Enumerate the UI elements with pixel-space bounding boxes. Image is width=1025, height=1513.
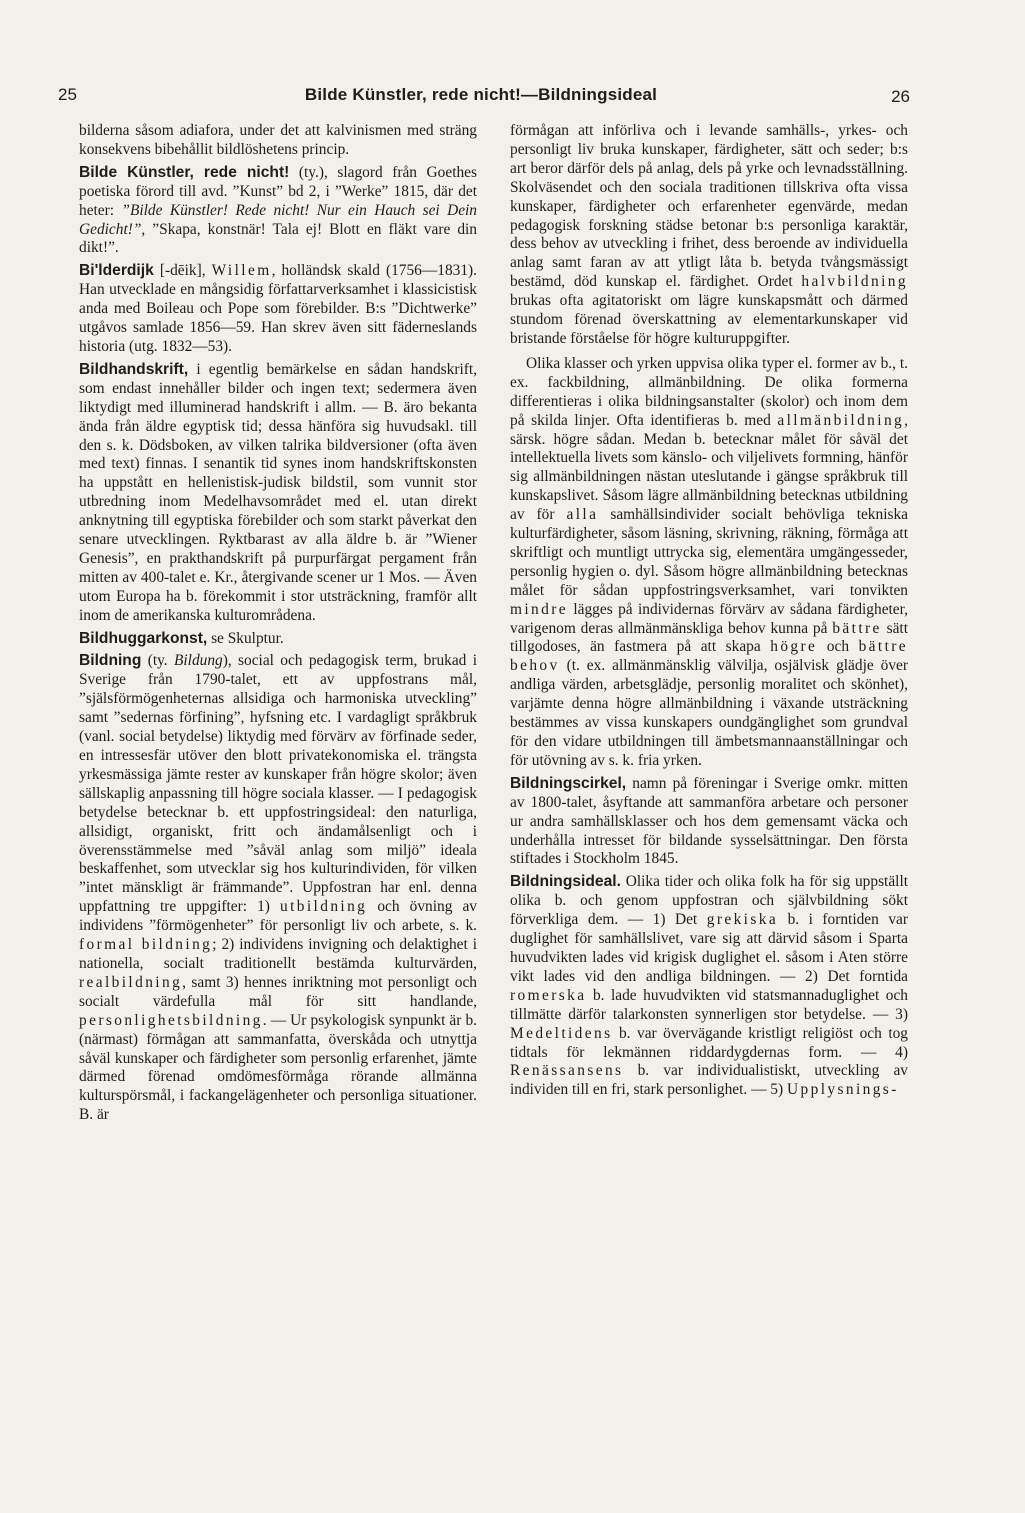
entry-bildningscirkel: Bildningscirkel, namn på föreningar i Sverige omkr. mitten av 1800-talet, åsyftande att sammanföra arbetare och personer ur andra samhällsklasser och hos dem gemensamt väcka och underhålla intresset för bildande sysselsättningar. Den första stiftades i Stockholm 1845. — [510, 774, 908, 868]
spaced-term: bättre — [832, 619, 882, 637]
spaced-term: grekiska — [706, 911, 779, 929]
entry-bildning: Bildning (ty. Bildung), social och pedagogisk term, brukad i Sverige från 1790-talet, ett av uppfostrans mål, ”själsförmögenheternas allsidiga och harmoniska utveckling” samt ”sedernas förfining”, hyfsning etc. I vardagligt språkbruk (vanl. social betydelse) liktydig med förvärv av förfinade seder, en intressesfär utöver den blott privatekonomiska el. trängsta yrkesmässiga jämte rester av kunskaper från högre skolor; även sällskaplig anpassning till högre sociala klasser. — I pedagogisk betydelse betecknar b. ett uppfostringsideal: den naturliga, allsidigt, organiskt, fritt och ändamålsenligt och i överensstämmelse med ”såväl anlag som miljö” ideala beskaffenhet, som utvecklar sig hos kulturindividen, för vilken ”intet mänskligt är främmande”. Uppfostran har enl. denna uppfattning tre uppgifter: 1) utbildning och övning av individens ”förmögenheter” för personligt liv och arbete, s. k. formal bildning; 2) individens invigning och delaktighet i nationella, socialt traditionellt bestämda kulturvärden, realbildning, samt 3) hennes inriktning mot personligt och socialt värdefulla mål för sitt handlande, personlighetsbildning. — Ur psykologisk synpunkt är b. (närmast) förmågan att sammanfatta, överskåda och utnyttja såväl kunskaper och färdigheter som personlig erfarenhet, jämte därmed förenad omdömesförmåga rörande allmänna kulturspörsmål, i fackangelägenheter och personliga situationer. B. är — [79, 652, 478, 1124]
continuation-paragraph: bilderna såsom adiafora, under det att kalvinismen med sträng konsekvens bibehållit bildlöshetens princip. — [79, 122, 477, 158]
entry-bildhandskrift: Bildhandskrift, i egentlig bemärkelse en sådan handskrift, som endast innehåller bilder och ingen text; sedermera även liktydigt med illuminerad handskrift i allm. — B. äro bekanta ända från äldre egyptisk tid; dessa hänföra sig huvudsakl. till den s. k. Dödsboken, av vilken talrika bildversioner (ofta även med text) finnas. I senantik tid synes inom handskriftskonsten ha uppstått en hellenistisk-judisk bildstil, som vunnit stor utbredning inom Medelhavsområdet med el. utan direkt anknytning till egyptiska förebilder och som starkt påverkat den senare utvecklingen. Ryktbarast av alla äldre b. är ”Wiener Genesis”, en prakthandskrift på purpurfärgat pergament från mitten av 400-talet e. Kr., återgivande scener ur 1 Mos. — Även utom Europa ha b. förekommit i stor utsträckning, framför allt inom de amerikanska kulturområdena. — [79, 360, 477, 624]
page-header — [54, 84, 908, 114]
left-column — [79, 122, 477, 1125]
running-title: Bilde Künstler, rede nicht!—Bildningsideal — [304, 85, 658, 104]
spaced-term: allmänbildning — [777, 411, 905, 429]
spaced-term: utbildning — [280, 898, 368, 916]
page-number-right: 26 — [891, 87, 910, 106]
right-column — [510, 122, 908, 1100]
spaced-name: Willem — [211, 262, 272, 280]
entry-bilderdijk: Bi'lderdijk [-dēik], Willem, holländsk skald (1756—1831). Han utvecklade en mångsidig författarverksamhet i klassicistisk anda med Boileau och Pope som förebilder. B:s ”Dichtwerke” utgåvos samlade 1856—59. Han skrev även sitt fäderneslands historia (utg. 1832—53). — [79, 262, 478, 355]
spaced-term: Medeltidens — [510, 1024, 613, 1042]
headword: Bildhandskrift, — [79, 360, 189, 378]
headword: Bilde Künstler, rede nicht! — [79, 163, 290, 181]
spaced-term: personlighetsbildning — [79, 1011, 263, 1029]
headword: Bildning — [79, 652, 142, 670]
spaced-term: alla — [566, 506, 599, 524]
headword: Bildningsideal. — [510, 873, 621, 891]
headword: Bi'lderdijk — [79, 262, 154, 280]
entry-bilde-kunstler: Bilde Künstler, rede nicht! (ty.), slagord från Goethes poetiska förord till avd. ”Kunst” bd 2, i ”Werke” 1815, där det heter: ”Bilde Künstler! Rede nicht! Nur ein Hauch sei Dein Gedicht!”, ”Skapa, konstnär! Tala ej! Blott en fläkt vare din dikt!”. — [79, 163, 477, 257]
entry-bildningsideal: Bildningsideal. Olika tider och olika folk ha för sig uppställt olika b. och genom uppfostran och självbildning sökt förverkliga dem. — 1) Det grekiska b. i forntiden var duglighet för samhällslivet, vare sig att därvid såsom i Sparta huvudvikten lades vid krigisk duglighet el. såsom i Aten större vikt lades vid den andliga bildningen. — 2) Det forntida romerska b. lade huvudvikten vid statsmannaduglighet och tillmätte därför talarkonsten synnerligen stor betydelse. — 3) Medeltidens b. var övervägande kristligt religiöst och tog tidtals för lekmännen riddardygdernas form. — 4) Renässansens b. var individualistiskt, utveckling av individen till en fri, stark personlighet. — 5) Upplysnings- — [510, 873, 908, 1099]
spaced-term: mindre — [510, 600, 568, 618]
entry-bildhuggarkonst: Bildhuggarkonst, se Skulptur. — [79, 629, 284, 647]
spaced-term: Upplysnings- — [786, 1081, 899, 1099]
spaced-term: högre — [770, 638, 818, 656]
spaced-term: bättre behov — [510, 638, 908, 675]
headword: Bildhuggarkonst, — [79, 629, 208, 647]
spaced-term: Renässansens — [510, 1062, 624, 1080]
spaced-term: realbildning — [79, 973, 183, 991]
continuation-paragraph: förmågan att införliva och i levande samhälls-, yrkes- och personligt liv bruka kunskaper, färdigheter, sätt och seder; b:s art beror därför dels på anlag, dels på yrke och levnadsställning. Skolväsendet och den sociala traditionen tillskriva ofta vissa kunskaper, färdigheter och erfarenheter egenvärde, medan pedagogisk forskning städse betonar b:s personliga karaktär, dess behov av utveckling i frihet, dess beroende av individuella anlag samt faran av att ytligt låta b. betyda tvångsmässigt bestämd, död kunskap el. färdighet. Ordet halvbildning brukas ofta agitatoriskt om lägre kunskapsmått och därmed stundom förenad överskattning av elementarkunskaper vid bristande förståelse för högre kulturuppgifter. — [510, 122, 908, 347]
spaced-term: formal bildning — [79, 936, 213, 954]
paragraph-allmanbildning: Olika klasser och yrken uppvisa olika typer el. former av b., t. ex. fackbildning, allmänbildning. De olika formerna differentieras i olika bildningsanstalter (skolor) och inom dem på skilda linjer. Ofta identifieras b. med allmänbildning, särsk. högre sådan. Medan b. betecknar målet för såväl det intellektuella livets som känslo- och viljelivets formning, hänför sig allmänbildningen nästan uteslutande i gängse språkbruk till kunskapslivet. Såsom lägre allmänbildning betecknas utbildning av för alla samhällsindivider socialt behövliga tekniska kulturfärdigheter, såsom läsning, skrivning, räkning, förmåga att skriftligt och muntligt uttrycka sig, elementära umgängesseder, personlig hygien o. dyl. Såsom högre allmänbildning betecknas målet för sådan uppfostringsverksamhet, vari tonvikten mindre lägges på individernas förvärv av sådana färdigheter, varigenom deras allmänmänskliga behov kunna på bättre sätt tillgodoses, än fastmera på att skapa högre och bättre behov (t. ex. allmänmänsklig välvilja, osjälvisk glädje över andliga värden, arbetsglädje, personlig moralitet och skönhet), varjämte denna högre allmänbildning i växande utsträckning bestämmes av vissa kunskapers oundgänglighet som grundval för den vidare utbildningen till ämbetsmannaanställningar och för utövning av s. k. fria yrken. — [510, 354, 908, 769]
spaced-term: romerska — [510, 986, 587, 1004]
spaced-term: halvbildning — [801, 273, 908, 291]
quote: ”Bilde Künstler! Rede nicht! Nur ein Hauch sei Dein Gedicht!” — [79, 201, 477, 238]
page-number-left: 25 — [58, 85, 77, 104]
headword: Bildningscirkel, — [510, 774, 627, 792]
